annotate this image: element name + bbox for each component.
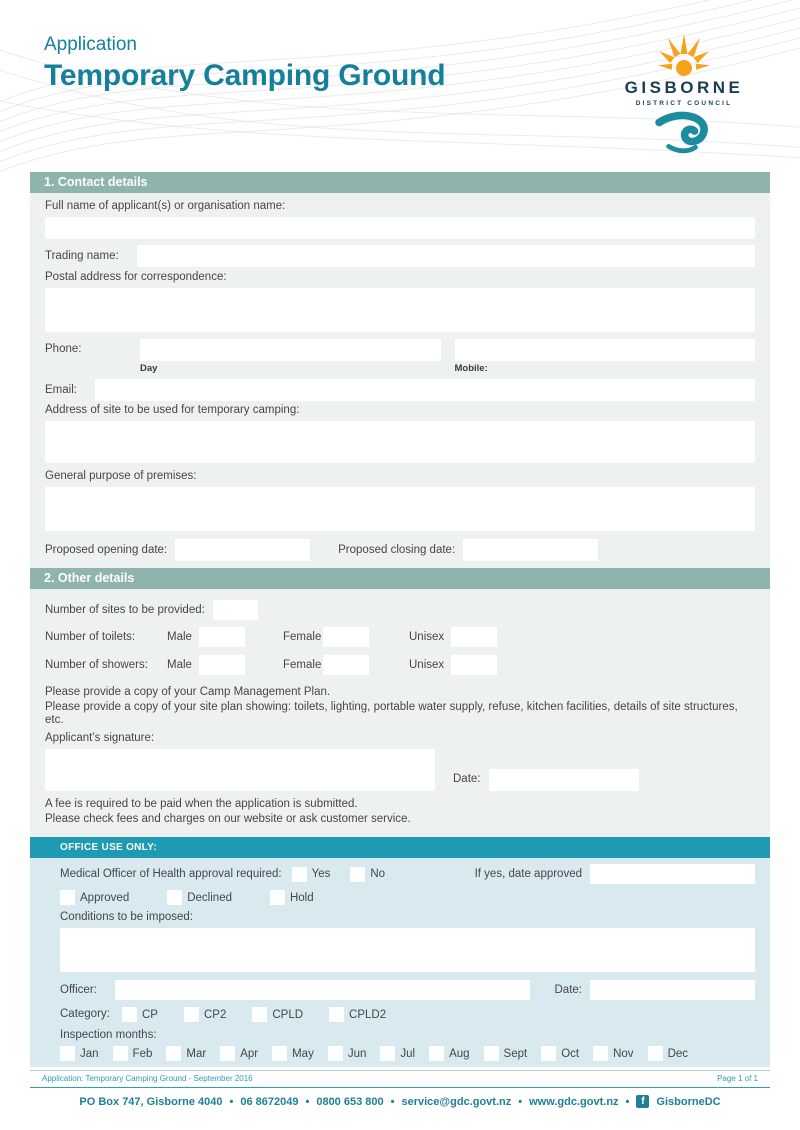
mobile-label: Mobile: xyxy=(454,363,488,374)
month-nov-item[interactable] xyxy=(593,1046,633,1061)
declined-checkbox[interactable] xyxy=(167,890,182,905)
category-cp2-checkbox[interactable] xyxy=(184,1007,199,1022)
month-nov-label: Nov xyxy=(613,1047,634,1060)
category-cp-label: CP xyxy=(142,1008,158,1021)
gisborne-logo xyxy=(614,30,754,155)
month-feb-label: Feb xyxy=(132,1047,153,1060)
toilets-label: Number of toilets: xyxy=(45,630,136,643)
approved-label: Approved xyxy=(80,891,130,904)
po-box-text: PO Box 747, Gisborne 4040 xyxy=(79,1095,223,1108)
officer-label: Officer: xyxy=(60,983,97,996)
month-mar-checkbox[interactable] xyxy=(166,1046,181,1061)
toilets-female-input[interactable] xyxy=(323,627,369,647)
month-sept-checkbox[interactable] xyxy=(484,1046,499,1061)
phone-mobile-input[interactable] xyxy=(455,339,756,361)
facebook-link[interactable]: GisborneDC xyxy=(656,1095,721,1108)
header-titles xyxy=(44,34,445,93)
phone-number-1: 06 8672049 xyxy=(240,1095,299,1108)
office-section-header: OFFICE USE ONLY: xyxy=(30,837,770,858)
closing-date-label: Proposed closing date: xyxy=(338,543,456,556)
purpose-input[interactable] xyxy=(45,487,755,531)
page-subtitle: Application xyxy=(44,34,137,55)
month-jun-label: Jun xyxy=(347,1047,367,1060)
day-label: Day xyxy=(140,363,158,374)
month-oct-label: Oct xyxy=(561,1047,580,1060)
phone-day-input[interactable] xyxy=(140,339,441,361)
signature-date-label: Date: xyxy=(453,773,481,785)
month-aug-checkbox[interactable] xyxy=(429,1046,444,1061)
toilets-female-label: Female xyxy=(283,630,322,643)
date-approved-input[interactable] xyxy=(590,864,755,884)
approved-checkbox[interactable] xyxy=(60,890,75,905)
toilets-male-label: Male xyxy=(167,630,192,643)
fee-note-1: A fee is required to be paid when the application is submitted. xyxy=(45,798,358,810)
trading-name-input[interactable] xyxy=(137,245,755,267)
month-aug-label: Aug xyxy=(449,1047,470,1060)
page-header xyxy=(0,0,800,172)
moh-no-label: No xyxy=(370,868,386,880)
month-jul-item[interactable] xyxy=(380,1046,415,1061)
toilets-unisex-label: Unisex xyxy=(409,630,445,643)
email-label: Email: xyxy=(45,383,77,396)
bottom-contact-bar xyxy=(0,1095,800,1108)
signature-label: Applicant’s signature: xyxy=(45,732,155,744)
month-jan-item[interactable] xyxy=(60,1046,99,1061)
logo-name: GISBORNE xyxy=(624,78,744,97)
separator: • xyxy=(229,1095,234,1108)
category-cpld-checkbox[interactable] xyxy=(252,1007,267,1022)
month-jan-checkbox[interactable] xyxy=(60,1046,75,1061)
officer-input[interactable] xyxy=(115,980,530,1000)
showers-label: Number of showers: xyxy=(45,658,148,671)
opening-date-input[interactable] xyxy=(175,539,310,561)
date-approved-label: If yes, date approved xyxy=(474,867,582,880)
toilets-male-input[interactable] xyxy=(199,627,245,647)
logo-tagline: DISTRICT COUNCIL xyxy=(635,100,733,107)
postal-address-label: Postal address for correspondence: xyxy=(45,271,227,283)
hold-checkbox[interactable] xyxy=(270,890,285,905)
other-details-section xyxy=(30,568,770,837)
other-section-header: 2. Other details xyxy=(30,568,770,589)
month-jul-checkbox[interactable] xyxy=(380,1046,395,1061)
month-oct-item[interactable] xyxy=(541,1046,579,1061)
sites-count-input[interactable] xyxy=(213,600,258,620)
month-apr-checkbox[interactable] xyxy=(220,1046,235,1061)
showers-female-label: Female xyxy=(283,658,322,671)
document-footer xyxy=(30,1070,770,1088)
website-link[interactable]: www.gdc.govt.nz xyxy=(529,1095,619,1108)
purpose-label: General purpose of premises: xyxy=(45,470,197,482)
showers-male-input[interactable] xyxy=(199,655,245,675)
month-apr-label: Apr xyxy=(240,1047,259,1060)
opening-date-label: Proposed opening date: xyxy=(45,543,168,556)
month-may-checkbox[interactable] xyxy=(272,1046,287,1061)
officer-date-label: Date: xyxy=(554,983,582,996)
showers-male-label: Male xyxy=(167,658,192,671)
sun-icon xyxy=(636,30,732,76)
month-jun-checkbox[interactable] xyxy=(328,1046,343,1061)
postal-address-input[interactable] xyxy=(45,288,755,332)
signature-input[interactable] xyxy=(45,749,435,791)
page-title: Temporary Camping Ground xyxy=(44,59,446,92)
moh-no-checkbox[interactable] xyxy=(350,867,365,882)
trading-name-label: Trading name: xyxy=(45,249,119,262)
moh-yes-label: Yes xyxy=(311,868,331,880)
officer-date-input[interactable] xyxy=(590,980,755,1000)
site-address-input[interactable] xyxy=(45,421,755,463)
site-address-label: Address of site to be used for temporary camping: xyxy=(45,404,300,416)
moh-approval-label: Medical Officer of Health approval required: xyxy=(60,867,282,880)
document-footer-left: Application: Temporary Camping Ground - September 2016 xyxy=(42,1074,253,1083)
camp-plan-note: Please provide a copy of your Camp Management Plan. xyxy=(45,686,331,698)
month-mar-item[interactable] xyxy=(166,1046,206,1061)
separator: • xyxy=(625,1095,630,1108)
month-aug-item[interactable] xyxy=(429,1046,469,1061)
contact-details-section xyxy=(30,172,770,568)
category-cpld2-checkbox[interactable] xyxy=(329,1007,344,1022)
month-mar-label: Mar xyxy=(186,1047,207,1060)
month-feb-item[interactable] xyxy=(113,1046,153,1061)
hold-label: Hold xyxy=(289,891,314,904)
month-dec-label: Dec xyxy=(667,1047,689,1060)
contact-section-header: 1. Contact details xyxy=(30,172,770,193)
fee-note-2: Please check fees and charges on our website or ask customer service. xyxy=(45,813,411,825)
category-cpld2-label: CPLD2 xyxy=(349,1008,387,1021)
email-input[interactable] xyxy=(95,379,755,401)
signature-date-input[interactable] xyxy=(489,769,639,791)
month-sept-label: Sept xyxy=(503,1047,528,1060)
month-dec-checkbox[interactable] xyxy=(648,1046,663,1061)
page-number: Page 1 of 1 xyxy=(717,1074,758,1083)
closing-date-input[interactable] xyxy=(463,539,598,561)
separator: • xyxy=(390,1095,395,1108)
inspection-months-label: Inspection months: xyxy=(60,1029,157,1041)
toilets-unisex-input[interactable] xyxy=(451,627,497,647)
month-may-item[interactable] xyxy=(272,1046,314,1061)
conditions-input[interactable] xyxy=(60,928,755,972)
office-section-body xyxy=(30,858,770,1067)
contact-section-body xyxy=(30,193,770,568)
month-apr-item[interactable] xyxy=(220,1046,258,1061)
month-feb-checkbox[interactable] xyxy=(113,1046,128,1061)
month-jan-label: Jan xyxy=(80,1047,99,1060)
separator: • xyxy=(305,1095,310,1108)
declined-label: Declined xyxy=(187,891,232,904)
full-name-input[interactable] xyxy=(45,217,755,239)
month-dec-item[interactable] xyxy=(648,1046,688,1061)
site-plan-note: Please provide a copy of your site plan showing: toilets, lighting, portable water supply, refuse, kitchen facilities, details of site structures, etc. xyxy=(45,701,738,726)
koru-icon xyxy=(655,111,713,155)
conditions-label: Conditions to be imposed: xyxy=(60,911,193,923)
email-link[interactable]: service@gdc.govt.nz xyxy=(401,1095,512,1108)
moh-yes-checkbox[interactable] xyxy=(292,867,307,882)
month-sept-item[interactable] xyxy=(484,1046,528,1061)
month-nov-checkbox[interactable] xyxy=(593,1046,608,1061)
other-section-body xyxy=(30,589,770,837)
showers-female-input[interactable] xyxy=(323,655,369,675)
month-may-label: May xyxy=(292,1047,314,1060)
facebook-icon[interactable]: f xyxy=(636,1095,649,1108)
phone-number-2: 0800 653 800 xyxy=(316,1095,384,1108)
category-cpld-label: CPLD xyxy=(272,1008,304,1021)
month-jun-item[interactable] xyxy=(328,1046,367,1061)
category-label: Category: xyxy=(60,1008,110,1020)
sites-label: Number of sites to be provided: xyxy=(45,603,205,616)
phone-label: Phone: xyxy=(45,343,82,355)
month-oct-checkbox[interactable] xyxy=(541,1046,556,1061)
category-cp-checkbox[interactable] xyxy=(122,1007,137,1022)
showers-unisex-label: Unisex xyxy=(409,658,445,671)
month-jul-label: Jul xyxy=(400,1047,416,1060)
full-name-label: Full name of applicant(s) or organisation name: xyxy=(45,200,286,212)
separator: • xyxy=(518,1095,523,1108)
category-cp2-label: CP2 xyxy=(203,1008,227,1021)
office-use-section xyxy=(30,837,770,1067)
showers-unisex-input[interactable] xyxy=(451,655,497,675)
